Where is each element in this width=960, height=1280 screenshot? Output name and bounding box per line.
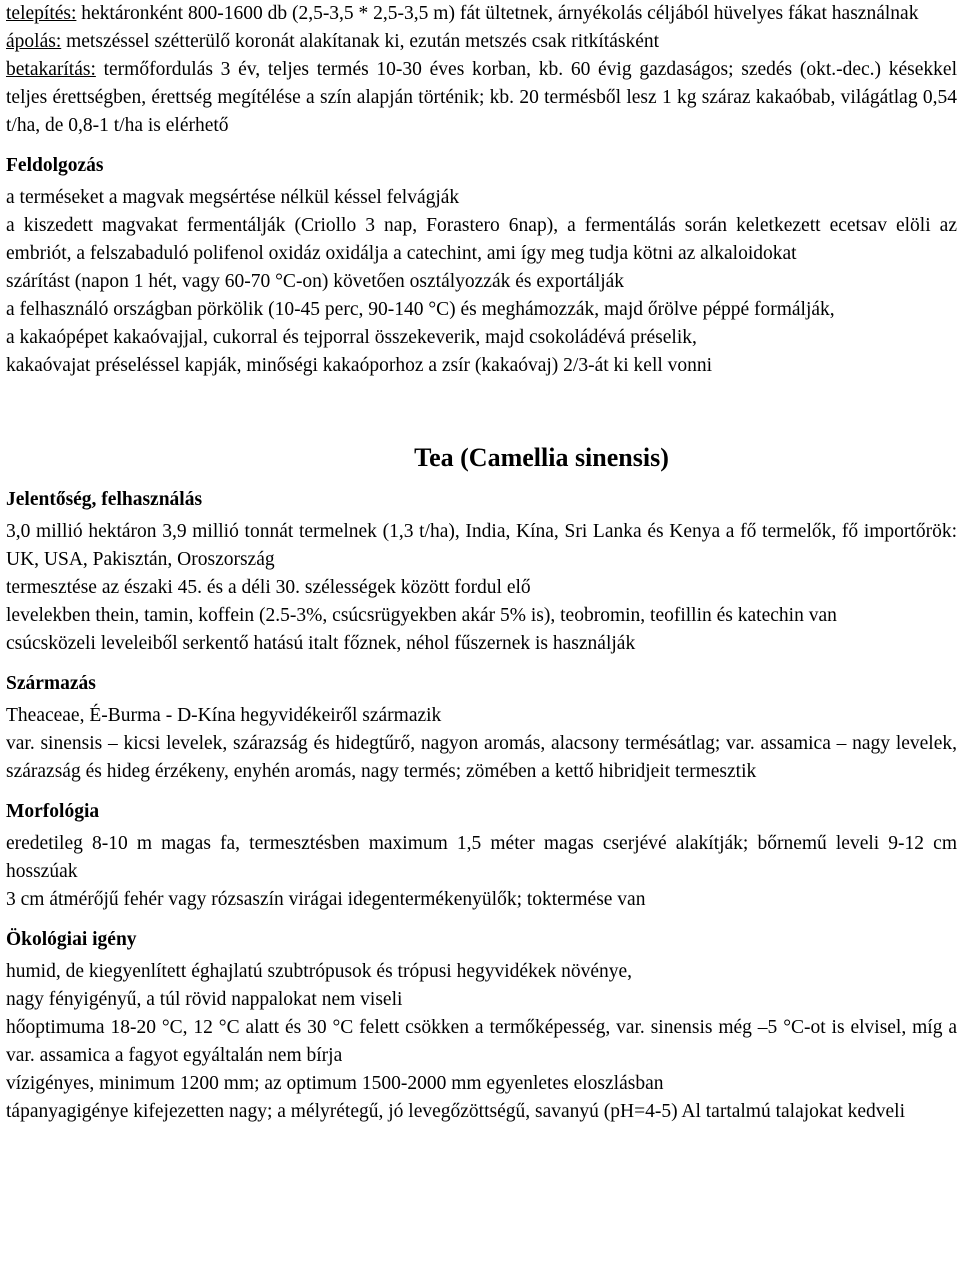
- harvest-text: termőfordulás 3 év, teljes termés 10-30 éves korban, kb. 60 évig gazdaságos; szedés (okt.-dec.) késekkel teljes érettségben, érettség megítélése a szín alapján történik; kb. 20 termésből lesz 1 kg száraz kakaóbab, világátlag 0,54 t/ha, de 0,8-1 t/ha is elérhető: [6, 59, 957, 136]
- paragraph: termesztése az északi 45. és a déli 30. szélességek között fordul elő: [6, 577, 531, 598]
- care-label: ápolás:: [6, 31, 62, 52]
- care-paragraph: [6, 28, 957, 56]
- ecology-section: [6, 926, 957, 1126]
- paragraph: szárítást (napon 1 hét, vagy 60-70 °C-on) követően osztályozzák és exportálják: [6, 271, 625, 292]
- harvest-label: betakarítás:: [6, 59, 96, 80]
- harvest-paragraph: [6, 56, 957, 140]
- paragraph: 3,0 millió hektáron 3,9 millió tonnát termelnek (1,3 t/ha), India, Kína, Sri Lanka és Kenya a fő termelők, fő importőrök: UK, USA, Pakisztán, Oroszország: [6, 521, 957, 570]
- paragraph: csúcsközeli leveleiből serkentő hatású italt főznek, néhol fűszernek is használják: [6, 633, 636, 654]
- paragraph: levelekben thein, tamin, koffein (2.5-3%, csúcsrügyekben akár 5% is), teobromin, teofillin és katechin van: [6, 605, 837, 626]
- paragraph: kakaóvajat préseléssel kapják, minőségi kakaóporhoz a zsír (kakaóvaj) 2/3-át ki kell vonni: [6, 355, 713, 376]
- paragraph: humid, de kiegyenlített éghajlatú szubtrópusok és trópusi hegyvidékek növénye,: [6, 961, 633, 982]
- processing-section: [6, 152, 957, 380]
- origin-section: [6, 670, 957, 786]
- morphology-section: [6, 798, 957, 914]
- significance-section: [6, 486, 957, 658]
- paragraph: nagy fényigényű, a túl rövid nappalokat nem viseli: [6, 989, 403, 1010]
- paragraph: vízigényes, minimum 1200 mm; az optimum 1500-2000 mm egyenletes eloszlásban: [6, 1073, 664, 1094]
- paragraph: var. sinensis – kicsi levelek, szárazság és hidegtűrő, nagyon aromás, alacsony termésátlag; var. assamica – nagy levelek, szárazság és hideg érzékeny, enyhén aromás, nagy termés; zömében a kettő hibridjeit termesztik: [6, 733, 957, 782]
- section-heading: Ökológiai igény: [6, 929, 137, 950]
- paragraph: a felhasználó országban pörkölik (10-45 perc, 90-140 °C) és meghámozzák, majd őrölve péppé formálják,: [6, 299, 835, 320]
- paragraph: Theaceae, É-Burma - D-Kína hegyvidékeiről származik: [6, 705, 442, 726]
- paragraph: tápanyagigénye kifejezetten nagy; a mélyrétegű, jó levegőzöttségű, savanyú (pH=4-5) Al tartalmú talajokat kedveli: [6, 1101, 906, 1122]
- paragraph: 3 cm átmérőjű fehér vagy rózsaszín virágai idegentermékenyülők; toktermése van: [6, 889, 646, 910]
- paragraph: eredetileg 8-10 m magas fa, termesztésben maximum 1,5 méter magas cserjévé alakítják; bőrnemű leveli 9-12 cm hosszúak: [6, 833, 957, 882]
- section-heading: Jelentőség, felhasználás: [6, 489, 203, 510]
- section-heading: Feldolgozás: [6, 155, 104, 176]
- care-text: metszéssel szétterülő koronát alakítanak ki, ezután metszés csak ritkításként: [61, 31, 660, 52]
- paragraph: a kiszedett magvakat fermentálják (Criollo 3 nap, Forastero 6nap), a fermentálás során keletkezett ecetsav elöli az embriót, a felszabaduló polifenol oxidáz oxidálja a catechint, ami így meg tudja kötni az alkaloidokat: [6, 215, 957, 264]
- planting-label: telepítés:: [6, 3, 77, 24]
- chapter-title: Tea (Camellia sinensis): [414, 443, 669, 472]
- section-heading: Származás: [6, 673, 96, 694]
- paragraph: a terméseket a magvak megsértése nélkül késsel felvágják: [6, 187, 460, 208]
- kakao-cultivation-block: [6, 0, 957, 140]
- paragraph: hőoptimuma 18-20 °C, 12 °C alatt és 30 °C felett csökken a termőképesség, var. sinensis még –5 °C-ot is elvisel, míg a var. assamica a fagyot egyáltalán nem bírja: [6, 1017, 957, 1066]
- paragraph: a kakaópépet kakaóvajjal, cukorral és tejporral összekeverik, majd csokoládévá préselik,: [6, 327, 697, 348]
- planting-text: hektáronként 800-1600 db (2,5-3,5 * 2,5-3,5 m) fát ültetnek, árnyékolás céljából hüvelyes fákat használnak: [76, 3, 919, 24]
- planting-paragraph: [6, 0, 957, 28]
- spacer: [6, 380, 957, 430]
- section-heading: Morfológia: [6, 801, 100, 822]
